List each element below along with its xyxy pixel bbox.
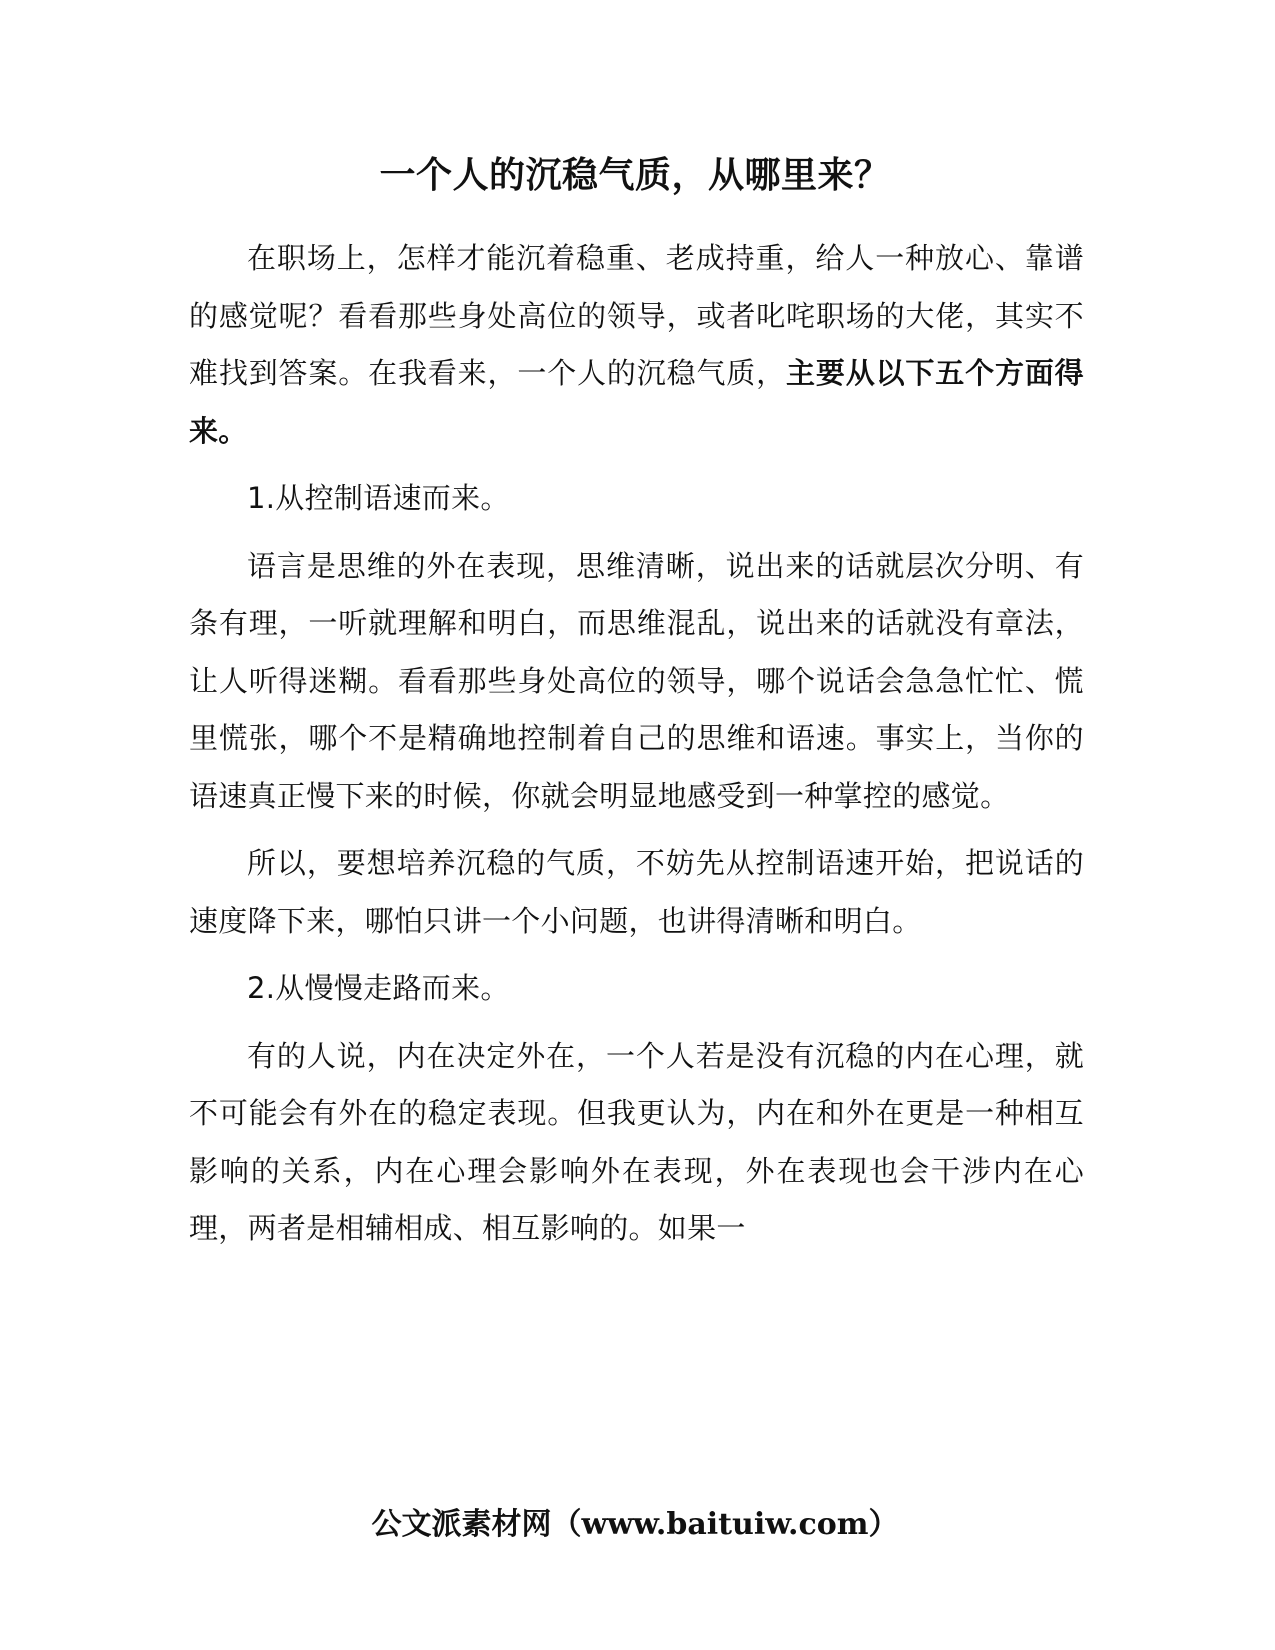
intro-bold-text: 主要从以下五个方面得来。 [189, 356, 1084, 448]
document-title: 一个人的沉稳气质，从哪里来？ [379, 155, 891, 196]
section1-paragraph-1: 语言是思维的外在表现，思维清晰，说出来的话就层次分明、有条有理，一听就理解和明白，而思维混乱，说出来的话就没有章法，让人听得迷糊。看看那些身处高位的领导，哪个说话会急急忙忙、慌里慌张，哪个不是精确地控制着自己的思维和语速。事实上，当你的语速真正慢下来的时候，你就会明显地感受到一种掌控的感觉。 [189, 548, 1084, 813]
document-body [189, 230, 1084, 1268]
section-heading-1: 1.从控制语速而来。 [247, 481, 510, 515]
section2-paragraph-1: 有的人说，内在决定外在，一个人若是没有沉稳的内在心理，就不可能会有外在的稳定表现。但我更认为，内在和外在更是一种相互影响的关系，内在心理会影响外在表现，外在表现也会干涉内在心理，两者是相辅相成、相互影响的。如果一 [189, 1038, 1084, 1245]
section1-paragraph-2: 所以，要想培养沉稳的气质，不妨先从控制语速开始，把说话的速度降下来，哪怕只讲一个小问题，也讲得清晰和明白。 [189, 846, 1084, 938]
intro-paragraph [189, 230, 1084, 460]
intro-text: 在职场上，怎样才能沉着稳重、老成持重，给人一种放心、靠谱的感觉呢？看看那些身处高位的领导，或者叱咤职场的大佬，其实不难找到答案。在我看来，一个人的沉稳气质， [189, 241, 1084, 390]
section-heading-2: 2.从慢慢走路而来。 [247, 971, 510, 1005]
footer-watermark: 公文派素材网（www.baituiw.com） [371, 1507, 899, 1542]
